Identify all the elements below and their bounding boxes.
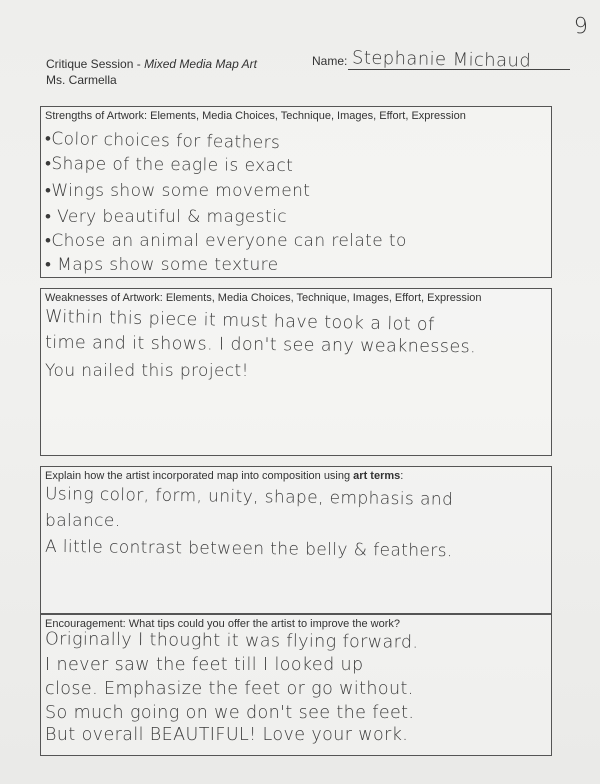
student-name-field — [312, 47, 574, 72]
composition-title-text: Explain how the artist incorporated map into composition using — [45, 470, 354, 482]
weakness-line: Within this piece it must have took a lot of — [44, 306, 435, 336]
strength-line: •Color choices for feathers — [44, 128, 281, 154]
weakness-line: time and it shows. I don't see any weaknesses. — [44, 332, 477, 358]
composition-box — [40, 466, 552, 614]
weakness-line: You nailed this project! — [45, 361, 249, 381]
worksheet-header — [46, 56, 257, 88]
page-number: 9 — [572, 13, 589, 40]
composition-line: A little contrast between the belly & feathers. — [44, 536, 453, 562]
encouragement-line: But overall BEAUTIFUL! Love your work. — [45, 725, 409, 745]
encouragement-box — [40, 614, 552, 756]
student-name: Stephanie Michaud — [351, 47, 532, 72]
session-subtitle: Mixed Media Map Art — [144, 57, 257, 71]
strengths-box — [40, 106, 552, 278]
composition-title-end: : — [400, 470, 404, 482]
composition-line: Using color, form, unity, shape, emphasis and — [44, 484, 454, 510]
teacher-name: Ms. Carmella — [46, 73, 117, 87]
name-label: Name: — [312, 54, 348, 68]
encouragement-line: Originally I thought it was flying forward. — [44, 629, 419, 653]
composition-line: balance. — [45, 511, 121, 531]
strength-line: •Chose an animal everyone can relate to — [45, 231, 407, 251]
encouragement-line: I never saw the feet till I looked up — [45, 655, 364, 675]
session-title: Critique Session - — [46, 57, 141, 71]
strength-line: • Maps show some texture — [45, 255, 279, 275]
encouragement-line: So much going on we don't see the feet. — [45, 703, 415, 723]
weaknesses-box — [40, 288, 552, 456]
encouragement-title: Encouragement: What tips could you offer the artist to improve the work? — [45, 618, 401, 630]
composition-title — [41, 467, 551, 482]
strength-line: •Shape of the eagle is exact — [44, 153, 294, 177]
composition-title-bold: art terms — [353, 470, 401, 482]
strength-line: •Wings show some movement — [45, 181, 311, 201]
strengths-title: Strengths of Artwork: Elements, Media Choices, Technique, Images, Effort, Expression — [45, 110, 466, 122]
strength-line: • Very beautiful & magestic — [45, 207, 287, 227]
encouragement-line: close. Emphasize the feet or go without. — [45, 679, 414, 699]
weaknesses-title: Weaknesses of Artwork: Elements, Media Choices, Technique, Images, Effort, Expression — [45, 292, 482, 304]
